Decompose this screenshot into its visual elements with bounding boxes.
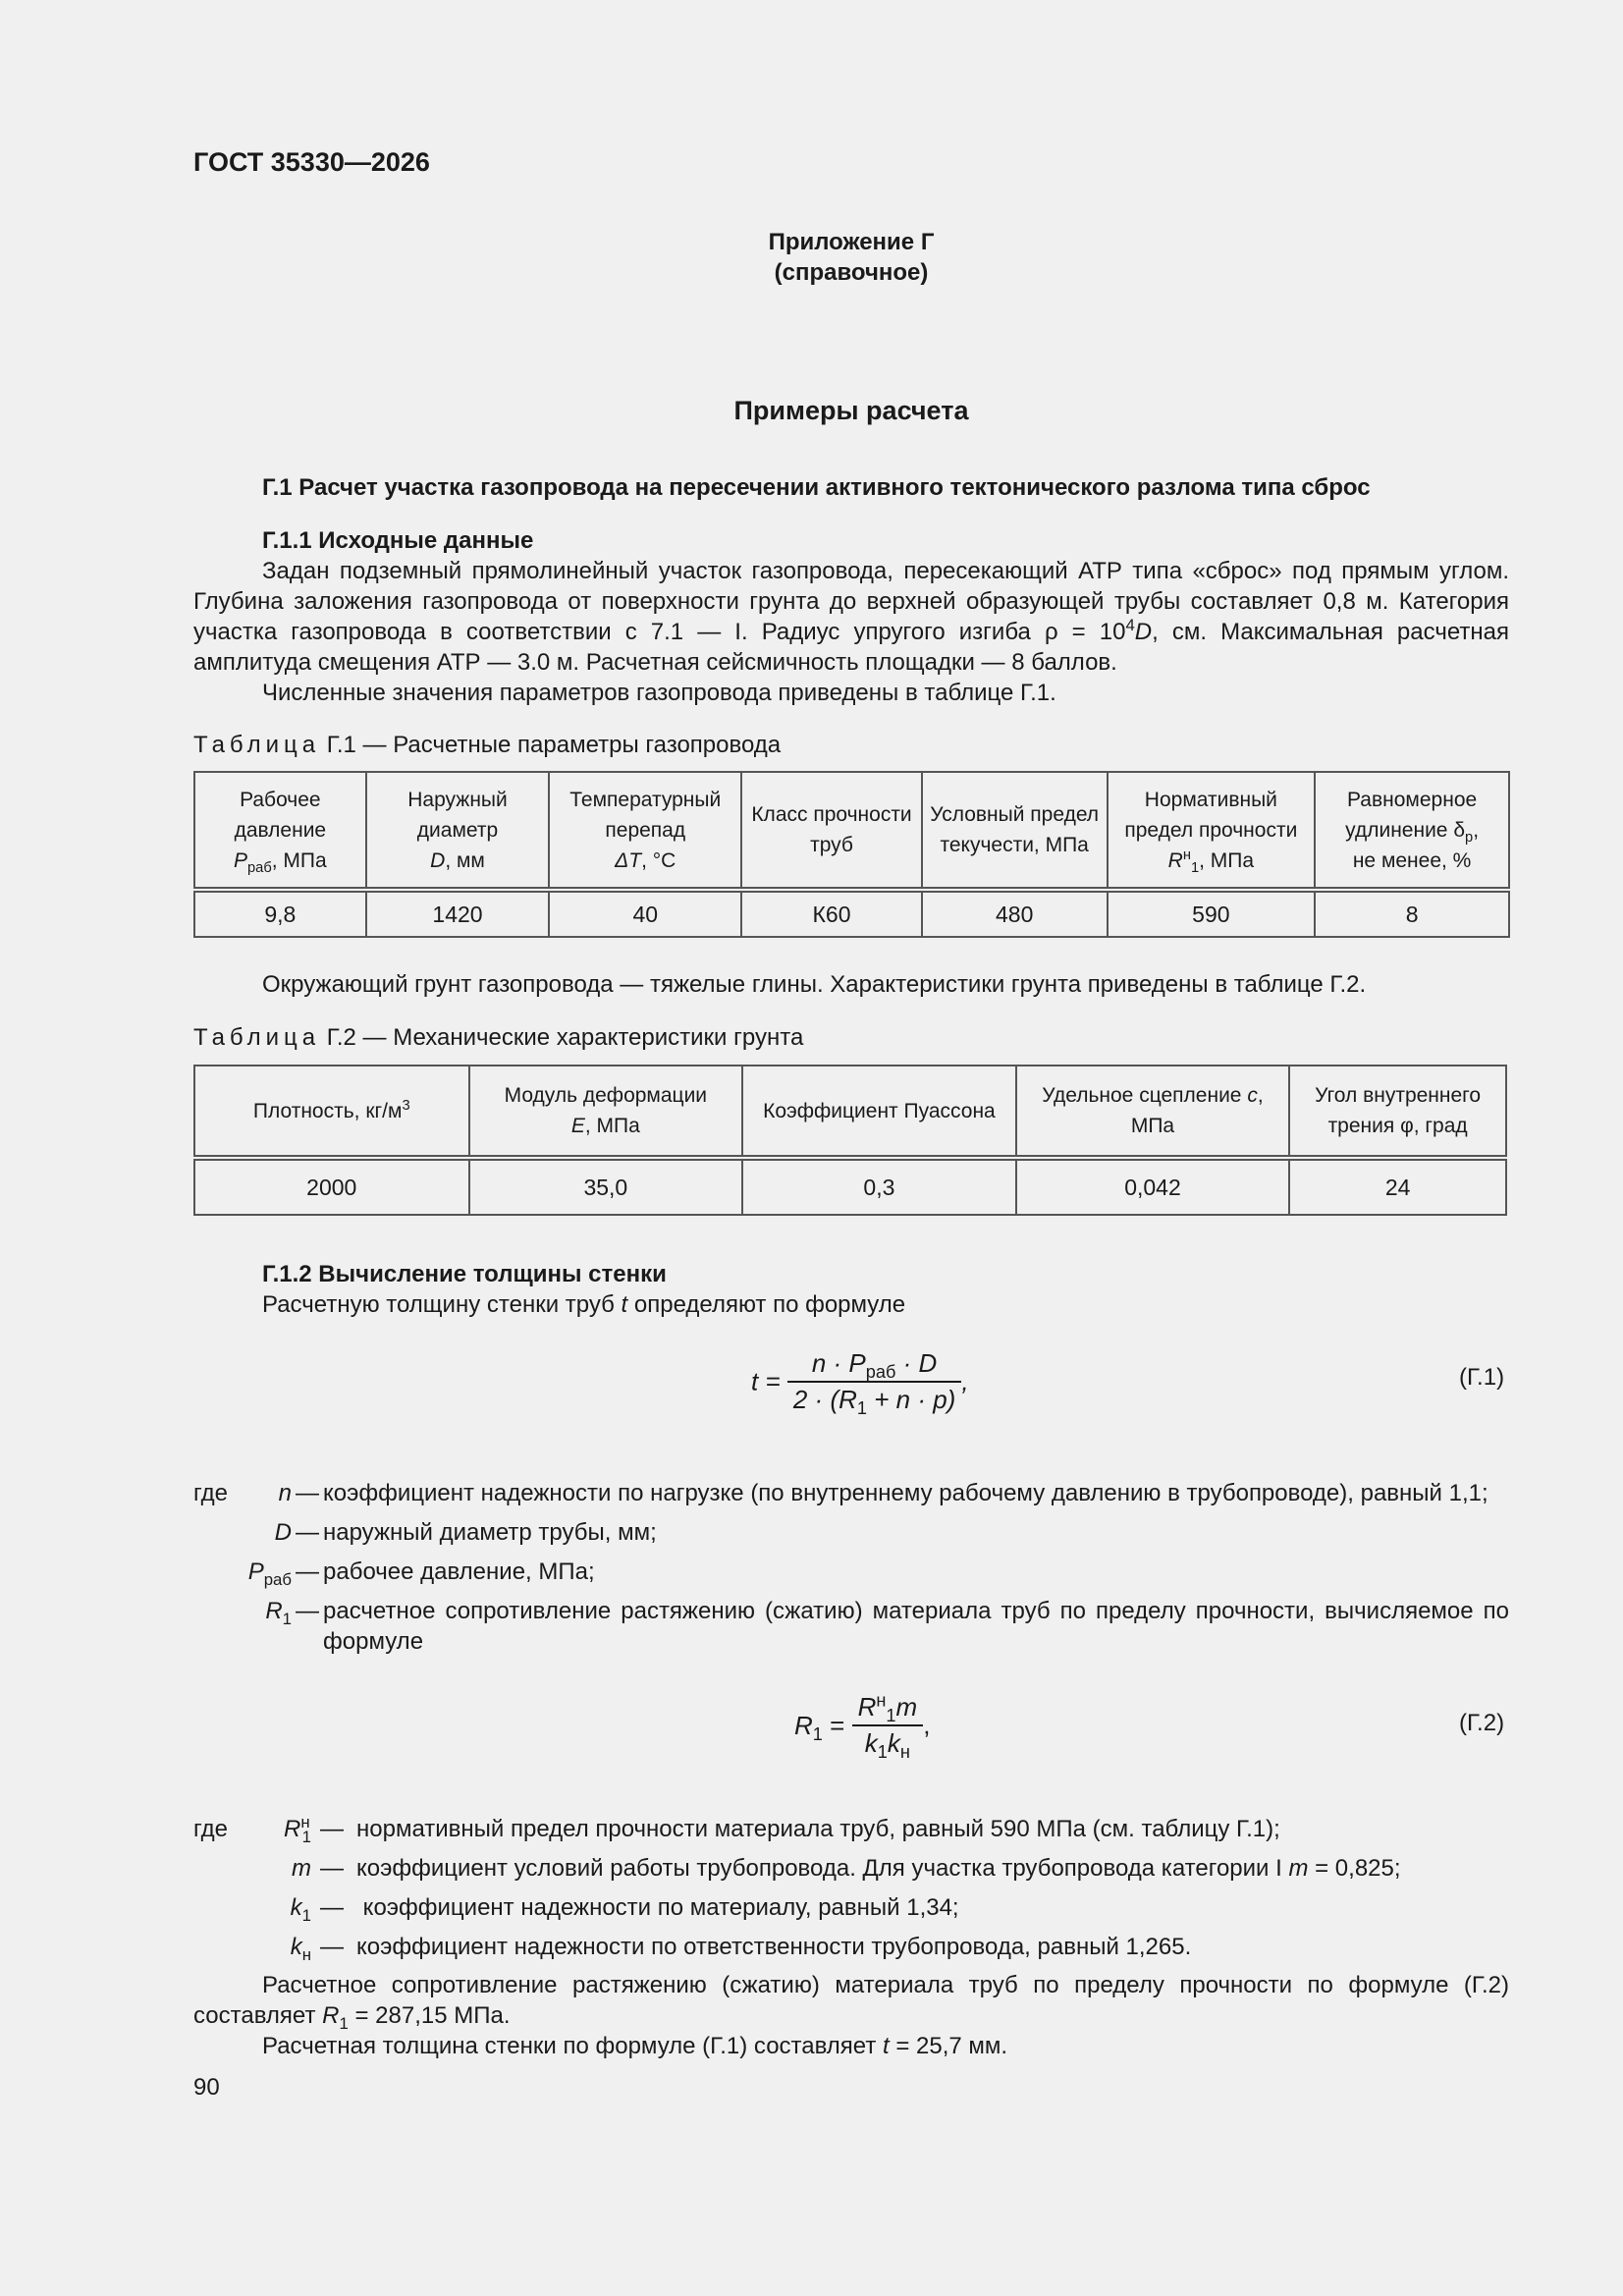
- where-prefix: где: [193, 1816, 229, 1842]
- table1-cell: 40: [549, 890, 741, 937]
- table2-cell: 0,3: [742, 1158, 1016, 1215]
- table1-cell: 9,8: [194, 890, 366, 937]
- g11-heading: Г.1.1 Исходные данные: [262, 527, 534, 554]
- where-symbol: $k_н$: [290, 1934, 311, 1964]
- where-text: рабочее давление, МПа;: [323, 1558, 595, 1585]
- table1-cell: 590: [1108, 890, 1316, 937]
- where-symbol: m: [292, 1855, 311, 1882]
- formula-g2: $R_1$ = $\frac{R^н_1m}{k_1k_н}$ ,: [794, 1690, 931, 1763]
- table2-header-density: Плотность, $кг/м^3$: [194, 1066, 469, 1158]
- where-dash: —: [296, 1598, 319, 1624]
- table1-header-yield: Условный предел текучести, МПа: [922, 772, 1108, 890]
- table-pipe-params: [193, 771, 1510, 938]
- table2-cell: 0,042: [1016, 1158, 1290, 1215]
- table2-header-cohesion: Удельное сцепление c, МПа: [1016, 1066, 1290, 1158]
- table1-header-strength-class: Класс прочности труб: [741, 772, 922, 890]
- g1-heading: Г.1 Расчет участка газопровода на пересечении активного тектонического разлома типа сброс: [262, 474, 1371, 501]
- table1-header-tensile: Нормативный предел прочности $R^н_1$, МПа: [1108, 772, 1316, 890]
- where-text: коэффициент надежности по ответственности трубопровода, равный 1,265.: [356, 1934, 1192, 1960]
- where-dash: —: [296, 1519, 319, 1546]
- table1-cell: 480: [922, 890, 1108, 937]
- g12-heading: Г.1.2 Вычисление толщины стенки: [262, 1261, 667, 1287]
- table1-cell: К60: [741, 890, 922, 937]
- where-text: нормативный предел прочности материала труб, равный 590 МПа (см. таблицу Г.1);: [356, 1816, 1280, 1842]
- where-symbol: $R_1$: [265, 1598, 292, 1628]
- table2-cell: 24: [1289, 1158, 1506, 1215]
- table2-cell: 35,0: [469, 1158, 743, 1215]
- table1-header-elongation: Равномерное удлинение $\delta_р$, не менее, %: [1315, 772, 1509, 890]
- where-symbol: D: [274, 1519, 292, 1546]
- table1-caption: Таблица Г.1 — Расчетные параметры газопровода: [193, 732, 782, 758]
- where-symbol: n: [278, 1480, 292, 1506]
- where-symbol: $k_1$: [290, 1894, 311, 1925]
- table2-header-poisson: Коэффициент Пуассона: [742, 1066, 1016, 1158]
- table-soil-params: [193, 1065, 1507, 1216]
- table2-header-modulus: Модуль деформации E, МПа: [469, 1066, 743, 1158]
- where-symbol: $R^н_1$: [284, 1813, 311, 1846]
- appendix-title: Приложение Г: [768, 229, 935, 255]
- where-dash: —: [320, 1816, 344, 1842]
- table1-header-temperature: Температурный перепад ΔT, °C: [549, 772, 741, 890]
- where-text: коэффициент надежности по нагрузке (по внутреннему рабочему давлению в трубопроводе), равный 1,1;: [323, 1480, 1488, 1506]
- where-prefix: где: [193, 1480, 229, 1506]
- table1-header-diameter: Наружный диаметр D, мм: [366, 772, 550, 890]
- doc-header: ГОСТ 35330—2026: [193, 147, 430, 177]
- paragraph-initial-data: Задан подземный прямолинейный участок газопровода, пересекающий АТР типа «сброс» под прямым углом. Глубина заложения газопровода от поверхности грунта до верхней образующей трубы составляет 0,8 м. Категория участка газопровода в соответствии с 7.1 — I. Радиус упругого изгиба $\rho = 10^4D$, см. Максимальная расчетная амплитуда смещения АТР — 3.0 м. Расчетная сейсмичность площадки — 8 баллов.: [193, 558, 1509, 676]
- appendix-subtitle: (справочное): [774, 259, 929, 286]
- where-dash: —: [320, 1855, 344, 1882]
- table1-cell: 8: [1315, 890, 1509, 937]
- paragraph-table-ref: Численные значения параметров газопровода приведены в таблице Г.1.: [262, 680, 1056, 706]
- formula-g1: t = $\frac{n \cdot P_{раб} \cdot D}{2 \cdot (R_1 + n \cdot p)}$ ,: [751, 1348, 969, 1419]
- where-dash: —: [296, 1558, 319, 1585]
- table2-cell: 2000: [194, 1158, 469, 1215]
- table1-cell: 1420: [366, 890, 550, 937]
- where-text: расчетное сопротивление растяжению (сжатию) материала труб по пределу прочности, вычисляемое по формуле: [323, 1598, 1509, 1655]
- paragraph-soil: Окружающий грунт газопровода — тяжелые глины. Характеристики грунта приведены в таблице Г.2.: [262, 971, 1367, 998]
- table2-header-friction-angle: Угол внутреннего трения φ, град: [1289, 1066, 1506, 1158]
- where-list-1: [193, 1478, 1509, 1674]
- page-number: 90: [193, 2074, 220, 2101]
- where-text: коэффициент условий работы трубопровода. Для участка трубопровода категории I m = 0,825;: [356, 1855, 1401, 1882]
- table1-header-pressure: Рабочее давление $P_{раб}$, МПа: [194, 772, 366, 890]
- section-title: Примеры расчета: [733, 396, 969, 425]
- formula-g1-label: (Г.1): [1459, 1364, 1505, 1391]
- formula-g2-label: (Г.2): [1459, 1710, 1505, 1736]
- where-list-2: [193, 1814, 1509, 1981]
- where-text: наружный диаметр трубы, мм;: [323, 1519, 657, 1546]
- where-text: коэффициент надежности по материалу, равный 1,34;: [356, 1894, 959, 1921]
- paragraph-r1-result: Расчетное сопротивление растяжению (сжатию) материала труб по пределу прочности по формуле (Г.2) составляет $R_1 = 287,15$ МПа.: [193, 1972, 1509, 2033]
- where-symbol: $P_{раб}$: [247, 1558, 292, 1589]
- table2-caption: Таблица Г.2 — Механические характеристики грунта: [193, 1024, 804, 1051]
- where-dash: —: [296, 1480, 319, 1506]
- paragraph-formula-intro: Расчетную толщину стенки труб t определяют по формуле: [262, 1291, 906, 1318]
- paragraph-t-result: Расчетная толщина стенки по формуле (Г.1) составляет t = 25,7 мм.: [262, 2033, 1008, 2059]
- where-dash: —: [320, 1934, 344, 1960]
- where-dash: —: [320, 1894, 344, 1921]
